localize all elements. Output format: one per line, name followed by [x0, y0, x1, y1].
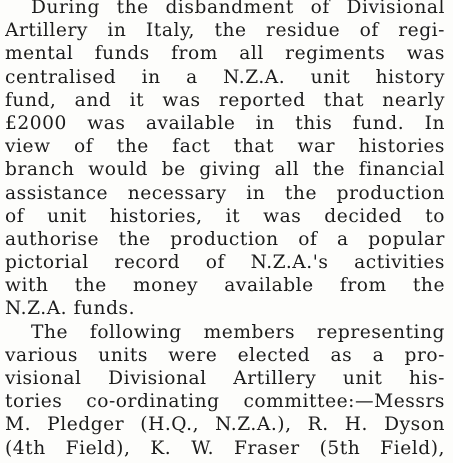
text-line: During the disbandment of Divisional	[31, 0, 445, 18]
text-line: M. Pledger (H.Q., N.Z.A.), R. H. Dyson	[5, 414, 445, 436]
text-line: branch would be giving all the financial	[5, 159, 445, 181]
text-line: £2000 was available in this fund. In	[5, 112, 445, 134]
text-line: centralised in a N.Z.A. unit history	[5, 66, 445, 88]
paragraph-1	[5, 0, 445, 321]
article-column	[5, 0, 445, 460]
text-line: fund, and it was reported that nearly	[5, 89, 445, 111]
text-line: pictorial record of N.Z.A.'s activities	[5, 252, 445, 274]
text-line: various units were elected as a pro-	[5, 344, 445, 366]
text-line: with the money available from the	[5, 275, 445, 297]
text-line: Artillery in Italy, the residue of regi-	[5, 20, 445, 42]
text-line: The following members representing	[31, 321, 445, 343]
paragraph-2	[5, 321, 445, 460]
text-line: visional Divisional Artillery unit his-	[5, 368, 445, 389]
text-line: assistance necessary in the production	[5, 182, 445, 204]
text-line: of unit histories, it was decided to	[5, 205, 445, 227]
text-line: (4th Field), K. W. Fraser (5th Field),	[5, 437, 445, 459]
text-line: mental funds from all regiments was	[5, 43, 445, 65]
text-line: authorise the production of a popular	[5, 228, 445, 250]
text-line: view of the fact that war histories	[5, 136, 445, 158]
text-line: tories co-ordinating committee:—Messrs	[5, 391, 445, 413]
text-line: N.Z.A. funds.	[5, 298, 136, 320]
